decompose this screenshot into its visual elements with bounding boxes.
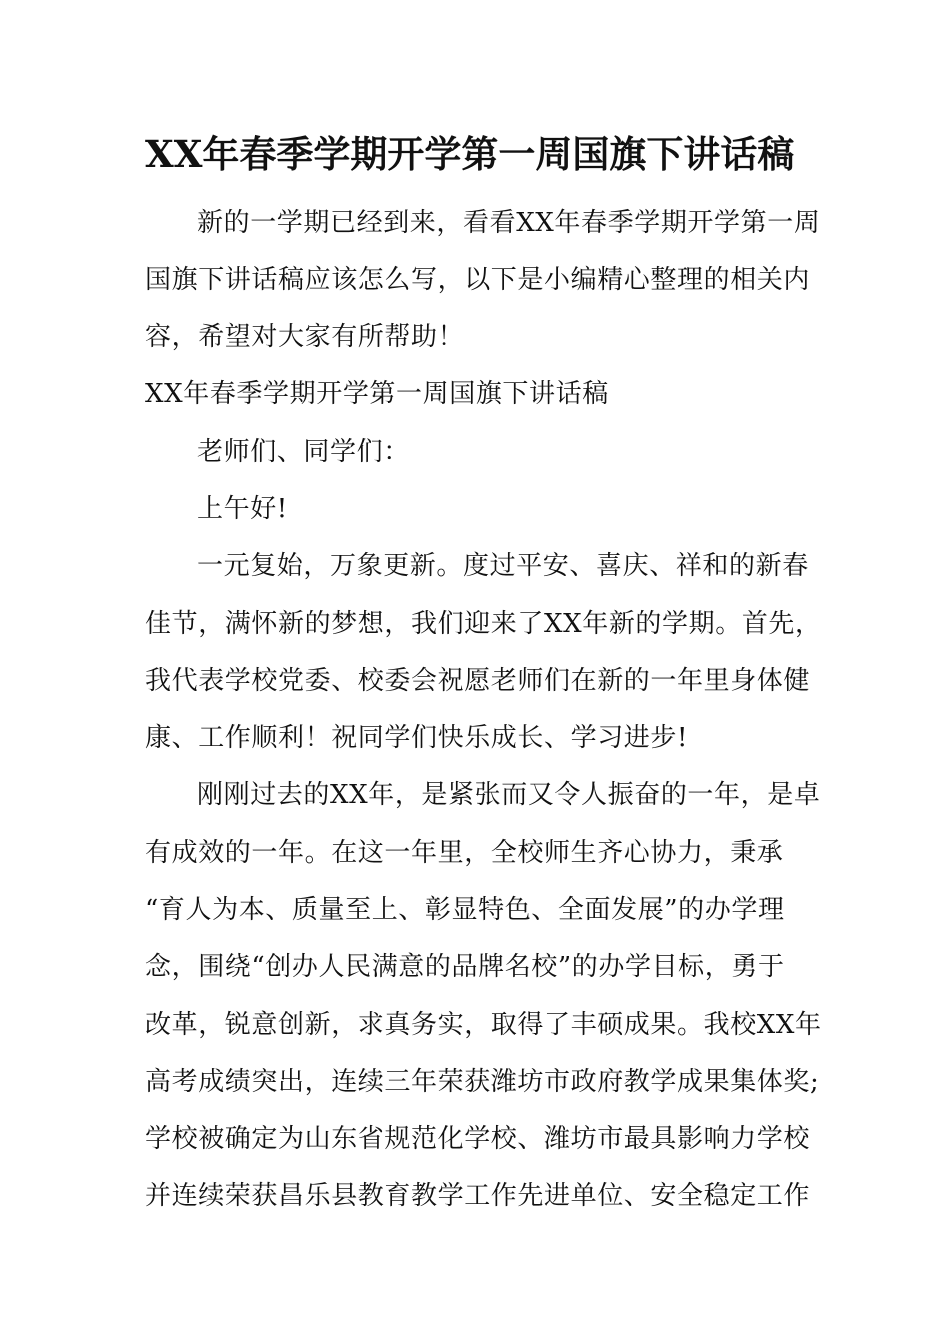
paragraph-line: 念，围绕“创办人民满意的品牌名校”的办学目标，勇于: [145, 952, 785, 982]
paragraph-line: 改革，锐意创新，求真务实，取得了丰硕成果。我校XX年: [145, 1010, 822, 1040]
paragraph-line: 容，希望对大家有所帮助！: [145, 322, 465, 352]
paragraph-line: 并连续荣获昌乐县教育教学工作先进单位、安全稳定工作: [145, 1181, 811, 1211]
document-title: XX年春季学期开学第一周国旗下讲话稿: [145, 132, 795, 176]
paragraph-line: 国旗下讲话稿应该怎么写，以下是小编精心整理的相关内: [145, 265, 811, 295]
greeting: 上午好!: [197, 494, 288, 524]
paragraph-line: “育人为本、质量至上、彰显特色、全面发展”的办学理: [145, 895, 785, 925]
salutation: 老师们、同学们：: [197, 437, 410, 467]
paragraph-line: 佳节，满怀新的梦想，我们迎来了XX年新的学期。首先，: [145, 609, 822, 639]
paragraph-line: 一元复始，万象更新。度过平安、喜庆、祥和的新春: [197, 551, 809, 581]
paragraph-line: 新的一学期已经到来，看看XX年春季学期开学第一周: [197, 208, 821, 238]
paragraph-line: 学校被确定为山东省规范化学校、潍坊市最具影响力学校: [145, 1124, 811, 1154]
paragraph-line: 康、工作顺利！祝同学们快乐成长、学习进步!: [145, 723, 689, 753]
paragraph-line: 有成效的一年。在这一年里，全校师生齐心协力，秉承: [145, 838, 784, 868]
paragraph-line: 刚刚过去的XX年，是紧张而又令人振奋的一年，是卓: [197, 780, 821, 810]
paragraph-line: 高考成绩突出，连续三年荣获潍坊市政府教学成果集体奖;: [145, 1067, 820, 1097]
paragraph-line: 我代表学校党委、校委会祝愿老师们在新的一年里身体健: [145, 666, 811, 696]
section-heading: XX年春季学期开学第一周国旗下讲话稿: [145, 379, 609, 409]
